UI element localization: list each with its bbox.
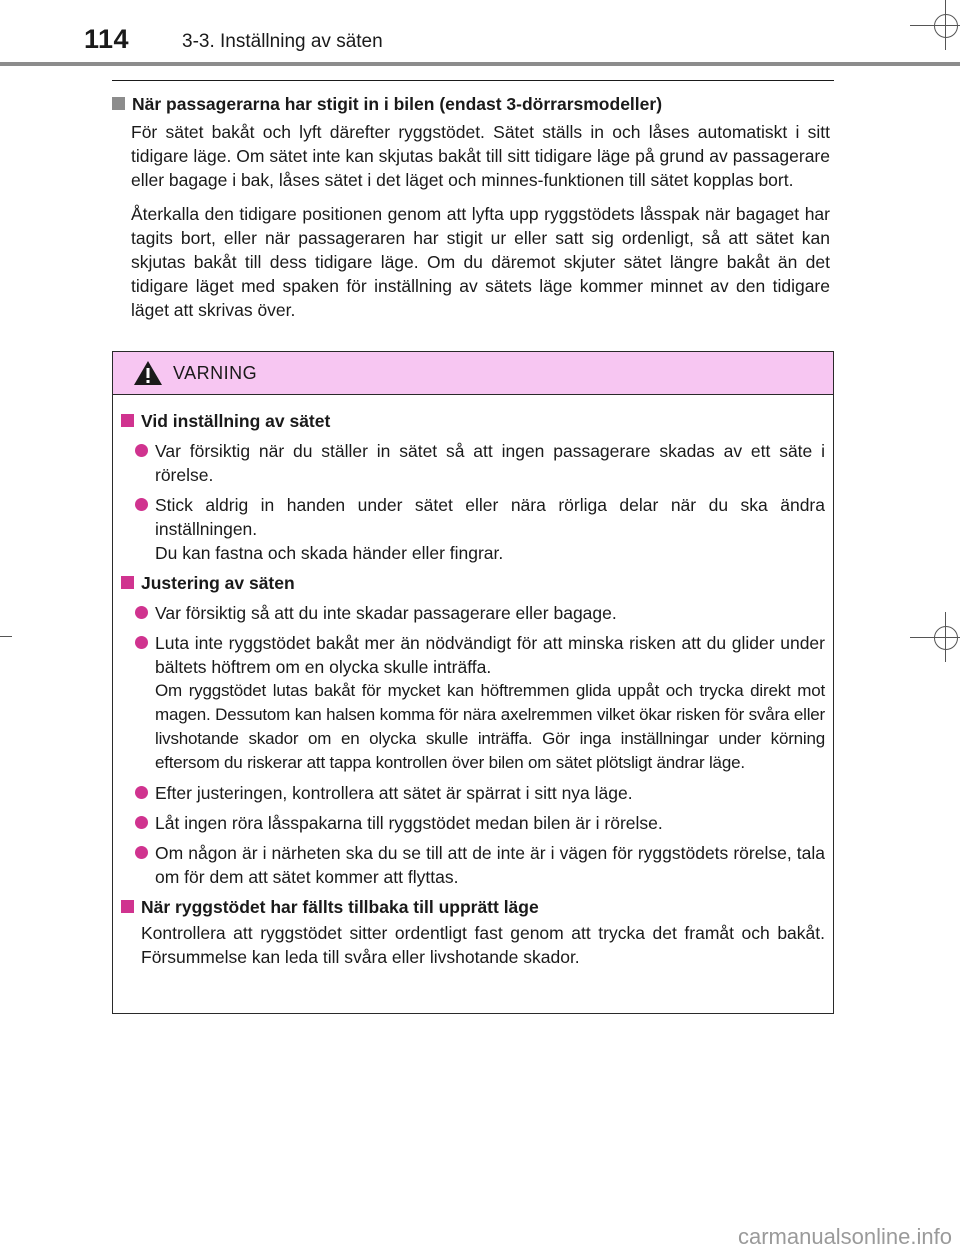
warning-bullet [135, 493, 825, 565]
bullet-text: Luta inte ryggstödet bakåt mer än nödvändigt för att minska risken att du glider under bältets höftrem om en olycka skulle inträffa. [155, 633, 825, 677]
watermark: carmanualsonline.info [737, 1224, 952, 1249]
pink-bullet-icon [135, 816, 148, 829]
warning-section [121, 409, 825, 565]
bullet-note: Om ryggstödet lutas bakåt för mycket kan höftremmen glida uppåt och trycka direkt mot magen. Dessutom kan halsen komma för nära axelremmen vilket ökar risken för svåra eller livshotande skador om en olycka skulle inträffa. Gör inga inställningar under körning eftersom du riskerar att tappa kontrollen över bilen om sätet plötsligt ändrar läge. [155, 681, 825, 772]
pink-bullet-icon [135, 444, 148, 457]
warning-section-heading-text: Justering av säten [141, 573, 295, 593]
warning-section-text: Kontrollera att ryggstödet sitter ordentligt fast genom att trycka det framåt och bakåt. Försummelse kan leda till svåra eller livshotande skador. [141, 923, 825, 967]
pink-bullet-icon [135, 636, 148, 649]
warning-section [121, 571, 825, 889]
warning-section-heading [121, 571, 825, 595]
warning-section-heading-text: Vid inställning av sätet [141, 411, 331, 431]
warning-section [121, 895, 825, 969]
pink-bullet-icon [135, 606, 148, 619]
intro-heading [112, 92, 830, 116]
page-number: 114 [84, 24, 130, 54]
bullet-text: Stick aldrig in handen under sätet eller nära rörliga delar när du ska ändra inställningen. [155, 495, 825, 539]
warning-bullet [135, 601, 825, 625]
warning-section-heading [121, 409, 825, 433]
header-rule [0, 62, 960, 66]
content-top-rule [112, 80, 834, 81]
pink-square-icon [121, 576, 134, 589]
warning-title: VARNING [173, 362, 258, 383]
pink-bullet-icon [135, 846, 148, 859]
intro-heading-text: När passagerarna har stigit in i bilen (endast 3-dörrarsmodeller) [132, 94, 663, 114]
pink-square-icon [121, 414, 134, 427]
bullet-text: Var försiktig så att du inte skadar passagerare eller bagage. [155, 603, 617, 623]
intro-section [112, 92, 830, 322]
warning-triangle-icon [133, 360, 163, 386]
warning-bullet [135, 841, 825, 889]
bullet-text: Var försiktig när du ställer in sätet så att ingen passagerare skadas av ett säte i rörelse. [155, 441, 825, 485]
warning-box [112, 351, 834, 1014]
gray-square-icon [112, 97, 125, 110]
warning-section-heading-text: När ryggstödet har fällts tillbaka till upprätt läge [141, 897, 539, 917]
pink-bullet-icon [135, 786, 148, 799]
intro-paragraph: Återkalla den tidigare positionen genom att lyfta upp ryggstödets låsspak när bagaget har tagits bort, eller när passageraren har stigit ur eller satt sig ordenligt, så att sätet kan skjutas bakåt till dess tidigare läge. Om du däremot skjuter sätet längre bakåt än det tidigare läget med spaken för inställning av sätets läge kommer minnet av den tidigare läget att skrivas över. [131, 204, 830, 320]
pink-bullet-icon [135, 498, 148, 511]
bullet-text: Efter justeringen, kontrollera att sätet är spärrat i sitt nya läge. [155, 783, 633, 803]
warning-bullet [135, 811, 825, 835]
bullet-text: Om någon är i närheten ska du se till att de inte är i vägen för ryggstödets rörelse, tala om för dem att sätet kommer att flyttas. [155, 843, 825, 887]
section-title: 3-3. Inställning av säten [182, 31, 383, 52]
bullet-text: Låt ingen röra låsspakarna till ryggstödet medan bilen är i rörelse. [155, 813, 663, 833]
warning-bullet [135, 439, 825, 487]
warning-bullet [135, 781, 825, 805]
warning-header [113, 352, 833, 395]
warning-section-heading [121, 895, 825, 919]
intro-paragraph: För sätet bakåt och lyft därefter ryggstödet. Sätet ställs in och låses automatiskt i sitt tidigare läge. Om sätet inte kan skjutas bakåt till sitt tidigare läge på grund av passagerare eller bagage i bak, låses sätet i det läget och minnes-funktionen till sätet kopplas bort. [131, 122, 830, 190]
warning-bullet [135, 631, 825, 775]
pink-square-icon [121, 900, 134, 913]
warning-body [113, 395, 833, 969]
bullet-note: Du kan fastna och skada händer eller fingrar. [155, 543, 504, 563]
